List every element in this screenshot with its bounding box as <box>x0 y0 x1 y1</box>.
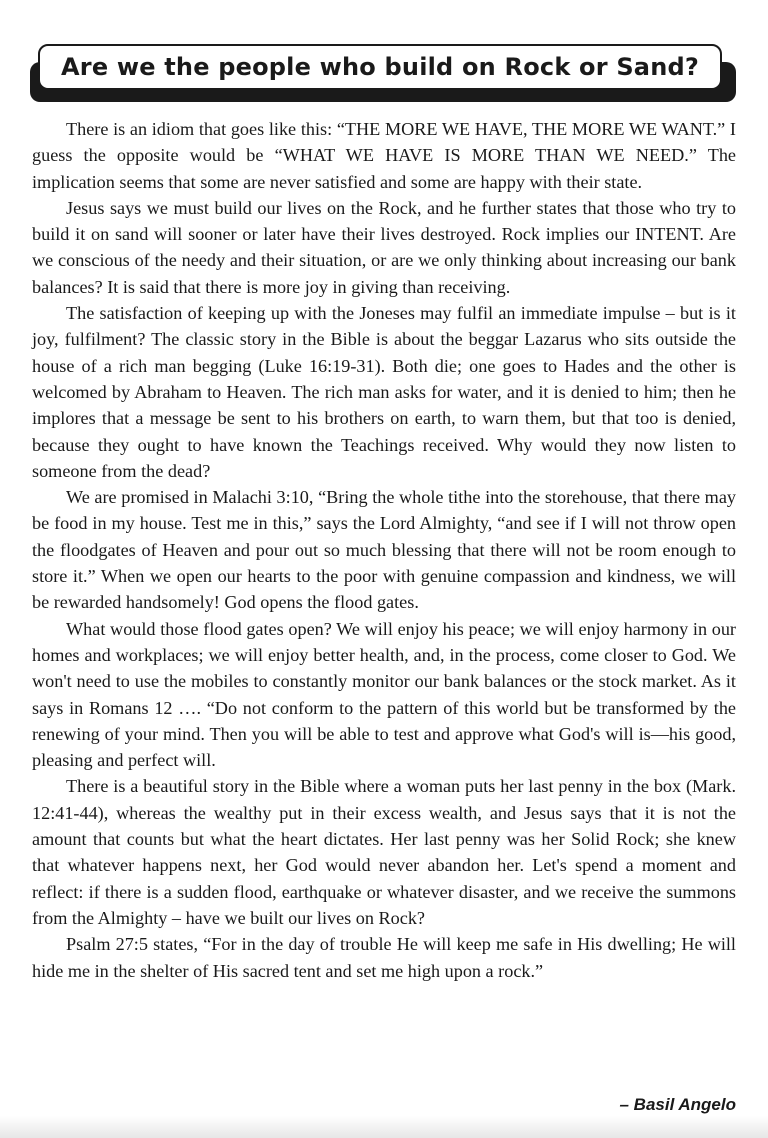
paragraph-5: What would those flood gates open? We will enjoy his peace; we will enjoy harmony in our homes and workplaces; we will enjoy better health, and, in the process, come closer to God. We won't need to use the mobiles to constantly monitor our bank balances or the stock market. As it says in Romans 12 …. “Do not conform to the pattern of this world but be transformed by the renewing of your mind. Then you will be able to test and approve what God's will is—his good, pleasing and perfect will. <box>32 618 736 771</box>
paragraph-7: Psalm 27:5 states, “For in the day of trouble He will keep me safe in His dwelling; He will hide me in the shelter of His sacred tent and set me high upon a rock.” <box>32 934 736 981</box>
title-banner <box>30 44 736 102</box>
paragraph-4: We are promised in Malachi 3:10, “Bring the whole tithe into the storehouse, that there may be food in my house. Test me in this,” says the Lord Almighty, “and see if I will not throw open the floodgates of Heaven and pour out so much blessing that there will not be room enough to store it.” When we open our hearts to the poor with genuine compassion and kindness, we will be rewarded handsomely! God opens the flood gates. <box>32 487 736 613</box>
paragraph-1: There is an idiom that goes like this: “THE MORE WE HAVE, THE MORE WE WANT.” I guess the opposite would be “WHAT WE HAVE IS MORE THAN WE NEED.” The implication seems that some are never satisfied and some are happy with their state. <box>32 119 736 192</box>
paragraph-6: There is a beautiful story in the Bible where a woman puts her last penny in the box (Mark. 12:41-44), whereas the wealthy put in their excess wealth, and Jesus says that it is not the amount that counts but what the heart dictates. Her last penny was her Solid Rock; she knew that whatever happens next, her God would never abandon her. Let's spend a moment and reflect: if there is a sudden flood, earthquake or whatever disaster, and we receive the summons from the Almighty – have we built our lives on Rock? <box>32 776 736 928</box>
article-title: Are we the people who build on Rock or Sand? <box>61 53 699 81</box>
article-body <box>32 116 736 984</box>
title-banner-box <box>38 44 722 90</box>
paragraph-3: The satisfaction of keeping up with the Joneses may fulfil an immediate impulse – but is it joy, fulfilment? The classic story in the Bible is about the beggar Lazarus who sits outside the house of a rich man begging (Luke 16:19-31). Both die; one goes to Hades and the other is welcomed by Abraham to Heaven. The rich man asks for water, and it is denied to him; then he implores that a message be sent to his brothers on earth, to warn them, but that too is denied, because they ought to have known the Teachings received. Why would they now listen to someone from the dead? <box>32 303 736 481</box>
paragraph-2: Jesus says we must build our lives on the Rock, and he further states that those who try to build it on sand will sooner or later have their lives destroyed. Rock implies our INTENT. Are we conscious of the needy and their situation, or are we only thinking about increasing our bank balances? It is said that there is more joy in giving than receiving. <box>32 197 736 297</box>
bottom-texture-strip <box>0 1116 768 1138</box>
author-signature: – Basil Angelo <box>619 1095 736 1114</box>
